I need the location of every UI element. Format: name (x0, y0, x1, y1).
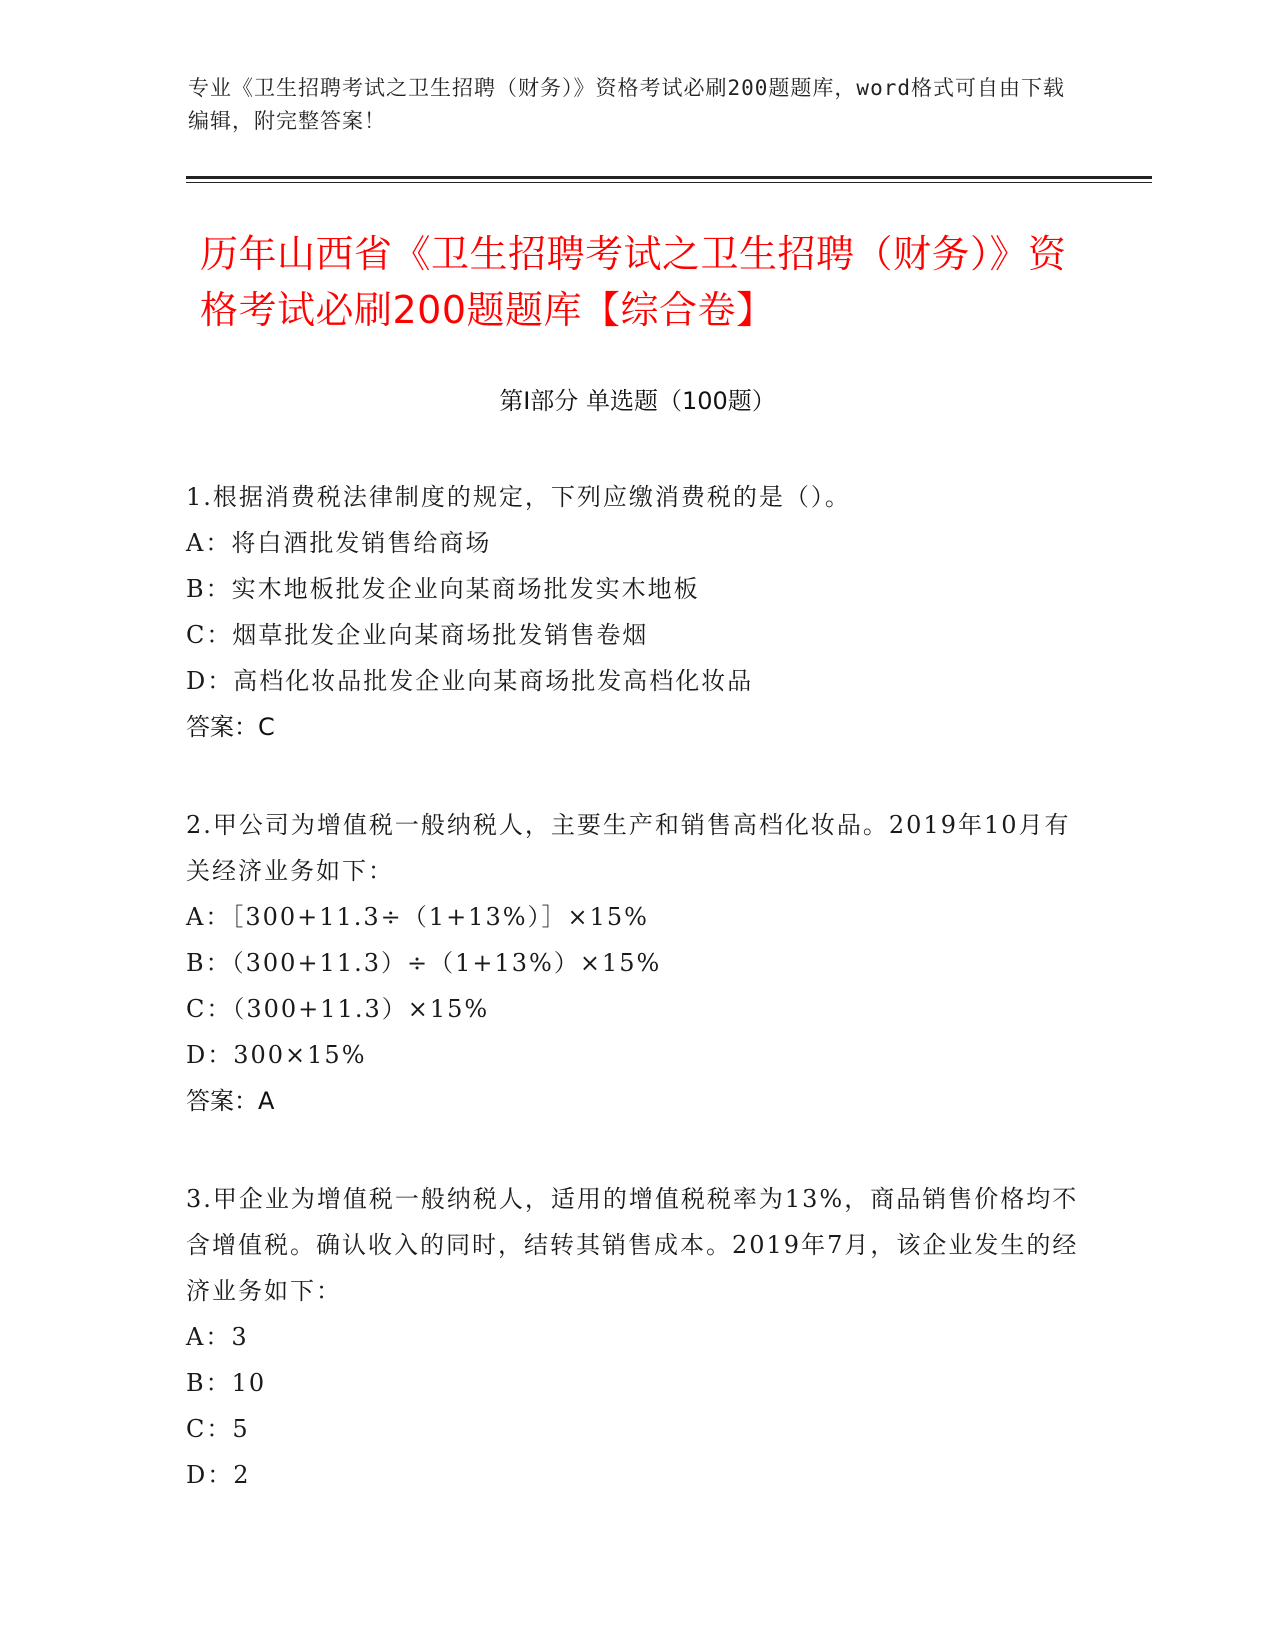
option-c: C：5 (186, 1415, 250, 1443)
question-stem: 2.甲公司为增值税一般纳税人，主要生产和销售高档化妆品。2019年10月有关经济业务如下： (186, 811, 1071, 885)
option-b: B：实木地板批发企业向某商场批发实木地板 (186, 575, 700, 603)
option-a: A：将白酒批发销售给商场 (186, 529, 492, 557)
option-c: C：烟草批发企业向某商场批发销售卷烟 (186, 621, 649, 649)
question-3 (186, 1176, 1086, 1498)
answer-line: 答案：A (186, 1087, 275, 1115)
header-divider-thick (186, 176, 1152, 179)
header-divider-thin (186, 182, 1152, 183)
option-d: D：2 (186, 1461, 251, 1489)
question-stem: 3.甲企业为增值税一般纳税人，适用的增值税税率为13%，商品销售价格均不含增值税。确认收入的同时，结转其销售成本。2019年7月，该企业发生的经济业务如下： (186, 1185, 1079, 1305)
question-list (186, 474, 1086, 1550)
option-d: D：高档化妆品批发企业向某商场批发高档化妆品 (186, 667, 754, 695)
document-title: 历年山西省《卫生招聘考试之卫生招聘（财务）》资格考试必刷200题题库【综合卷】 (200, 232, 1067, 332)
question-stem: 1.根据消费税法律制度的规定，下列应缴消费税的是（）。 (186, 483, 851, 511)
option-a: A：3 (186, 1323, 249, 1351)
question-1 (186, 474, 1086, 750)
option-b: B：（300+11.3）÷（1+13%）×15% (186, 949, 662, 977)
question-2 (186, 802, 1086, 1124)
option-a: A：［300+11.3÷（1+13%）］×15% (186, 903, 649, 931)
section-title: 第Ⅰ部分 单选题（100题） (499, 387, 776, 415)
option-d: D：300×15% (186, 1041, 367, 1069)
header-note: 专业《卫生招聘考试之卫生招聘（财务）》资格考试必刷200题题库，word格式可自由下载编辑，附完整答案！ (188, 76, 1065, 133)
option-b: B：10 (186, 1369, 267, 1397)
option-c: C：（300+11.3）×15% (186, 995, 490, 1023)
answer-line: 答案：C (186, 713, 275, 741)
